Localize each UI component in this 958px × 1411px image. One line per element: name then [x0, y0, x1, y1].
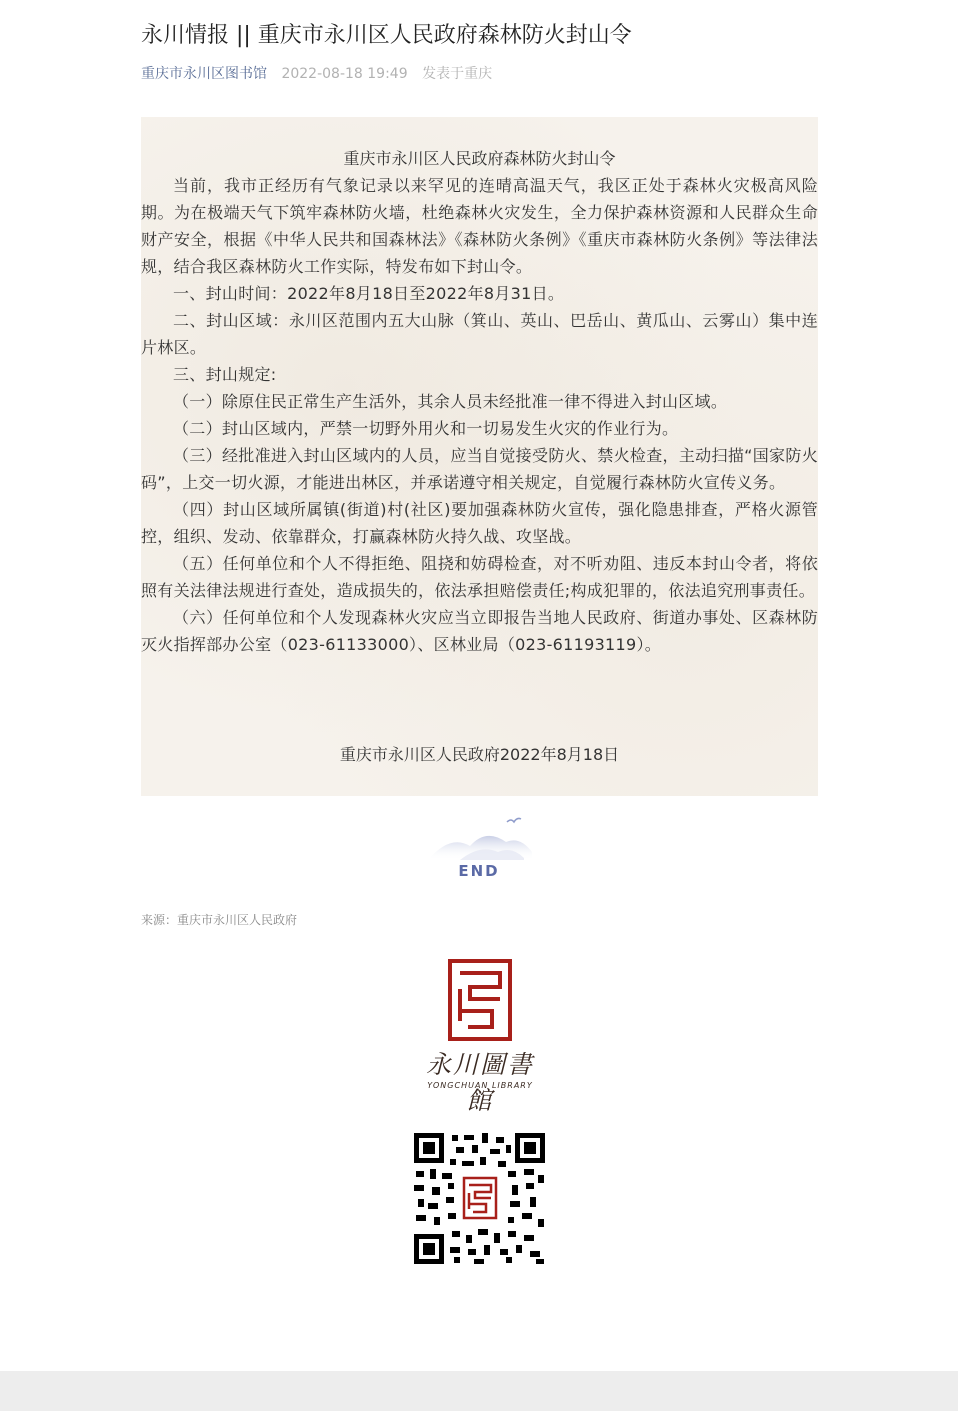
notice-paragraph: （一）除原住民正常生产生活外，其余人员未经批准一律不得进入封山区域。	[173, 392, 728, 411]
notice-paragraph: 三、封山规定:	[173, 365, 277, 384]
article-title: 永川情报 || 重庆市永川区人民政府森林防火封山令	[141, 23, 632, 48]
end-label: END	[458, 862, 500, 880]
notice-body	[141, 172, 818, 658]
notice-title: 重庆市永川区人民政府森林防火封山令	[343, 149, 616, 168]
notice-signature: 重庆市永川区人民政府2022年8月18日	[339, 745, 620, 764]
article-meta	[141, 64, 492, 84]
notice-paragraph: （五）任何单位和个人不得拒绝、阻挠和妨碍检查，对不听劝阻、违反本封山令者，将依照有关法律法规进行查处，造成损失的，依法承担赔偿责任;构成犯罪的，依法追究刑事责任。	[141, 554, 818, 600]
notice-paragraph: 二、封山区域：永川区范围内五大山脉（箕山、英山、巴岳山、黄瓜山、云雾山）集中连片林区。	[141, 311, 818, 357]
notice-paragraph: （二）封山区域内，严禁一切野外用火和一切易发生火灾的作业行为。	[173, 419, 679, 438]
notice-paragraph: 当前，我市正经历有气象记录以来罕见的连晴高温天气，我区正处于森林火灾极高风险期。为在极端天气下筑牢森林防火墙，杜绝森林火灾发生，全力保护森林资源和人民群众生命财产安全，根据《中华人民共和国森林法》《森林防火条例》《重庆市森林防火条例》等法律法规，结合我区森林防火工作实际，特发布如下封山令。	[141, 176, 818, 276]
notice-paragraph: （三）经批准进入封山区域内的人员，应当自觉接受防火、禁火检查，主动扫描“国家防火码”，上交一切火源，才能进出林区，并承诺遵守相关规定，自觉履行森林防火宣传义务。	[141, 446, 818, 492]
publish-time: 2022-08-18 19:49	[281, 66, 408, 82]
bird-icon	[506, 816, 522, 828]
notice-paragraph: （六）任何单位和个人发现森林火灾应当立即报告当地人民政府、街道办事处、区森林防灭火指挥部办公室（023-61133000）、区林业局（023-61193119）。	[141, 608, 818, 654]
notice-paragraph: （四）封山区域所属镇(街道)村(社区)要加强森林防火宣传，强化隐患排查，严格火源管控，组织、发动、依靠群众，打赢森林防火持久战、攻坚战。	[141, 500, 818, 546]
source-text: 来源：重庆市永川区人民政府	[141, 913, 298, 927]
library-name-cn: 永川圖書館	[425, 1050, 534, 1115]
publish-location: 发表于重庆	[422, 66, 493, 82]
library-name-en: YONGCHUAN LIBRARY	[427, 1081, 533, 1090]
notice-card	[141, 117, 818, 796]
library-seal-icon	[448, 959, 512, 1041]
notice-paragraph: 一、封山时间：2022年8月18日至2022年8月31日。	[173, 284, 565, 303]
qr-code-icon[interactable]	[412, 1131, 547, 1266]
account-name-link[interactable]: 重庆市永川区图书馆	[141, 66, 267, 82]
library-logo	[416, 955, 544, 1115]
end-divider	[420, 812, 538, 888]
footer-bar	[0, 1371, 958, 1411]
